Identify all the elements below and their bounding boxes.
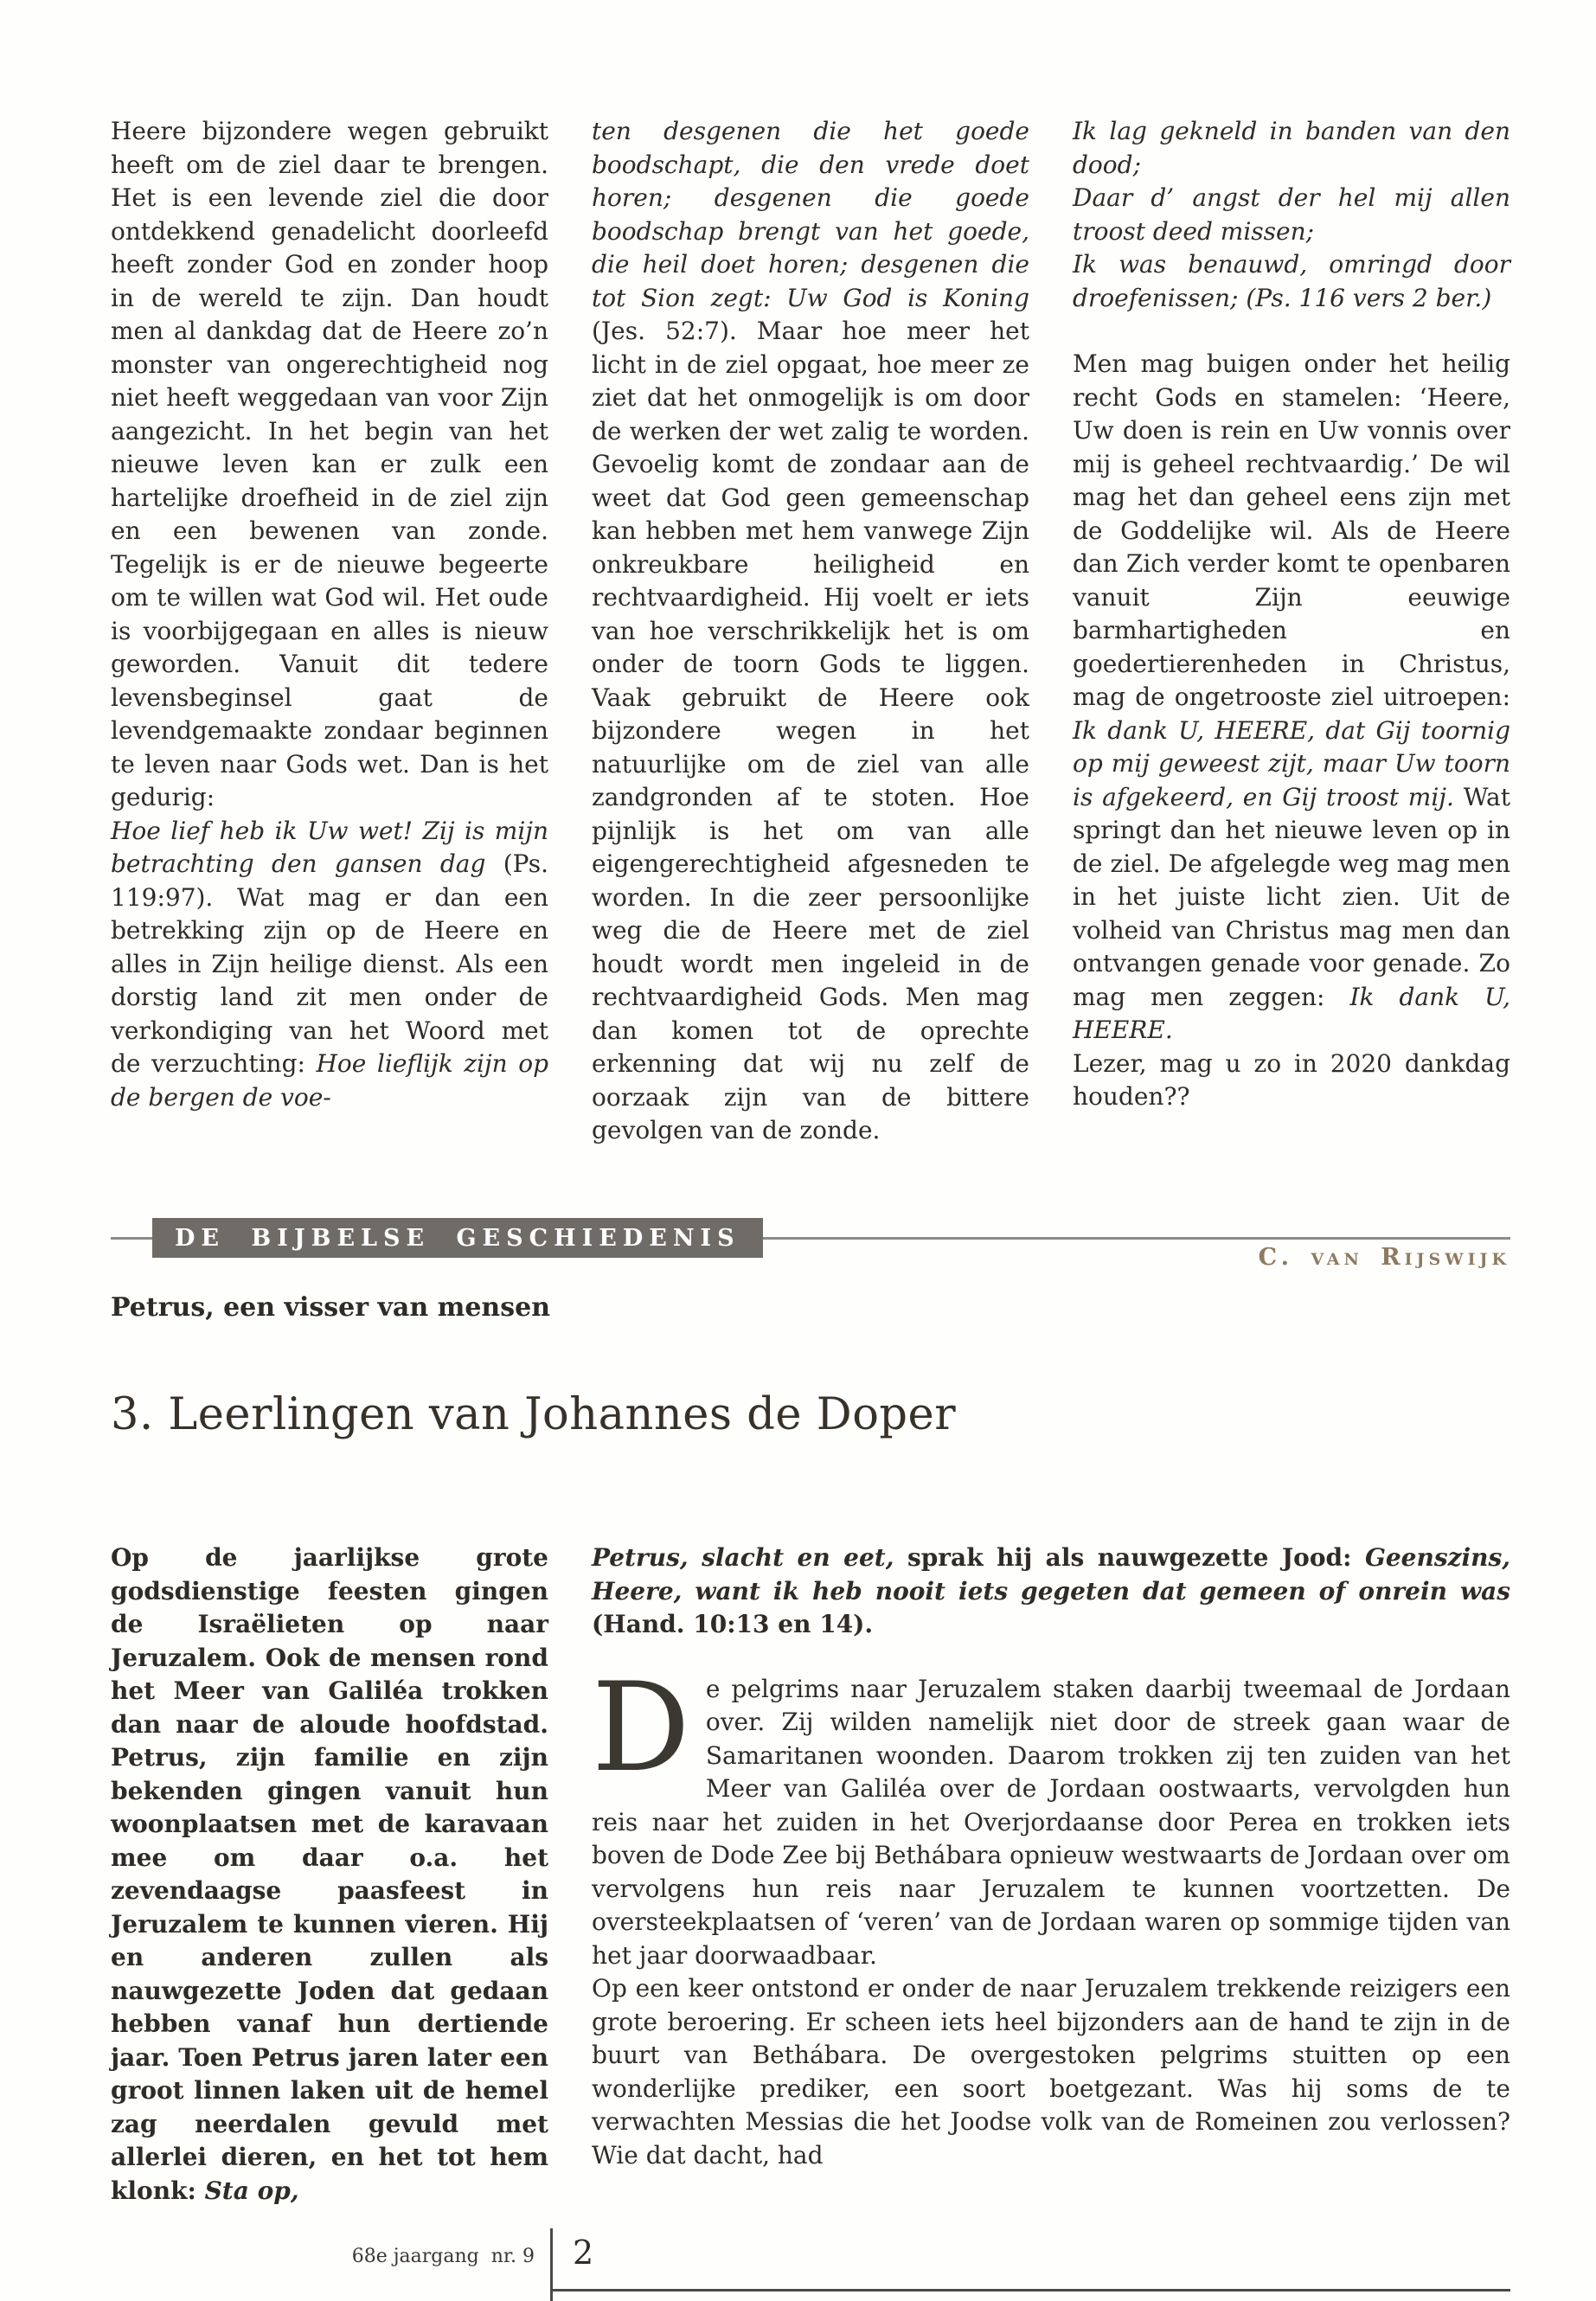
banner-rule-left: [111, 1237, 152, 1240]
article-column-2: [592, 115, 1029, 1148]
bottom-left-column: [111, 1541, 548, 2208]
bottom-right-column: [592, 1541, 1510, 2208]
footer-horizontal-rule: [550, 2289, 1510, 2291]
section-title-banner: DE BIJBELSE GESCHIEDENIS: [152, 1218, 763, 1258]
drop-cap: D: [592, 1656, 690, 1799]
series-title: Petrus, een visser van mensen: [111, 1292, 551, 1323]
article-column-1: [111, 115, 548, 1148]
column-1-text: Heere bijzondere wegen gebruikt heeft om de ziel daar te brengen. Het is een levende ziel die door ontdekkend genadelicht doorleefd heeft zonder God en zonder hoop in de wereld te zijn. Dan houdt men al dankdag dat de Heere zo’n monster van ongerechtigheid nog niet heeft weggedaan van voor Zijn aangezicht. In het begin van het nieuwe leven kan er zulk een hartelijke droefheid in de ziel zijn en een bewenen van zonde. Tegelijk is er de nieuwe begeerte om te willen wat God wil. Het oude is voorbijgegaan en alles is nieuw geworden. Vanuit dit tedere levensbeginsel gaat de levendgemaakte zondaar beginnen te leven naar Gods wet. Dan is het gedurig: Hoe lief heb ik Uw wet! Zij is mijn betrachting den gansen dag (Ps. 119:97). Wat mag er dan een betrekking zijn op de Heere en alles in Zijn heilige dienst. Als een dorstig land zit men onder de verkondiging van het Woord met de verzuchting: Hoe lieflijk zijn op de bergen de voe-: [111, 117, 548, 1112]
top-article: [111, 115, 1510, 1148]
banner-rule-right: [763, 1237, 1510, 1240]
column-2-text: ten desgenen die het goede boodschapt, die den vrede doet horen; desgenen die goede boodschap brengt van het goede, die heil doet horen; desgenen die tot Sion zegt: Uw God is Koning (Jes. 52:7). Maar hoe meer het licht in de ziel opgaat, hoe meer ze ziet dat het onmogelijk is om door de werken der wet zalig te worden. Gevoelig komt de zondaar aan de weet dat God geen gemeenschap kan hebben met hem vanwege Zijn onkreukbare heiligheid en rechtvaardigheid. Hij voelt er iets van hoe verschrikkelijk het is om onder de toorn Gods te liggen. Vaak gebruikt de Heere ook bijzondere wegen in het natuurlijke om de ziel van alle zandgronden af te stoten. Hoe pijnlijk is het om van alle eigengerechtigheid afgesneden te worden. In die zeer persoonlijke weg die de Heere met de ziel houdt wordt men ingeleid in de rechtvaardigheid Gods. Men mag dan komen tot de oprechte erkenning dat wij nu zelf de oorzaak zijn van de bittere gevolgen van de zonde.: [592, 117, 1029, 1144]
intro-paragraph: Petrus, slacht en eet, sprak hij als nauwgezette Jood: Geenszins, Heere, want ik heb nooit iets gegeten dat gemeen of onrein was (Hand. 10:13 en 14).: [592, 1543, 1511, 1638]
column-3-text: Men mag buigen onder het heilig recht Gods en stamelen: ‘Heere, Uw doen is rein en Uw vonnis over mij is geheel rechtvaardig.’ De wil mag het dan geheel eens zijn met de Goddelijke wil. Als de Heere dan Zich verder komt te openbaren vanuit Zijn eeuwige barmhartigheden en goedertierenheden in Christus, mag de ongetrooste ziel uitroepen: Ik dank U, HEERE, dat Gij toornig op mij geweest zijt, maar Uw toorn is afgekeerd, en Gij troost mij. Wat springt dan het nieuwe leven op in de ziel. De afgelegde weg mag men in het juiste licht zien. Uit de volheid van Christus mag men dan ontvangen genade voor genade. Zo mag men zeggen: Ik dank U, HEERE. Lezer, mag u zo in 2020 dankdag houden??: [1073, 349, 1510, 1111]
article-column-3: [1073, 115, 1510, 1148]
psalm-quote: Ik lag gekneld in banden van den dood; Daar d’ angst der hel mij allen troost deed missen; Ik was benauwd, omringd door droefenissen; (Ps. 116 vers 2 ber.): [1073, 117, 1510, 312]
footer-issue: nr. 9: [490, 2246, 535, 2267]
bottom-left-text: Op de jaarlijkse grote godsdienstige feesten gingen de Israëlieten op naar Jeruzalem. Ook de mensen rond het Meer van Galiléa trokken dan naar de aloude hoofdstad. Petrus, zijn familie en zijn bekenden gingen vanuit hun woonplaatsen met de karavaan mee om daar o.a. het zevendaagse paasfeest in Jeruzalem te kunnen vieren. Hij en anderen zullen als nauwgezette Joden dat gedaan hebben vanaf hun dertiende jaar. Toen Petrus jaren later een groot linnen laken uit de hemel zag neerdalen gevuld met allerlei dieren, en het tot hem klonk: Sta op,: [111, 1543, 548, 2205]
bottom-article: [111, 1541, 1510, 2208]
footer-volume: 68e jaargang: [351, 2246, 479, 2267]
body-paragraph: De pelgrims naar Jeruzalem staken daarbij tweemaal de Jordaan over. Zij wilden namelijk niet door de streek gaan waar de Samaritanen woonden. Daarom trokken zij ten zuiden van het Meer van Galiléa over de Jordaan oostwaarts, vervolgden hun reis naar het zuiden in het Overjordaanse door Perea en trokken iets boven de Dode Zee bij Bethábara opnieuw westwaarts de Jordaan over om vervolgens hun reis naar Jeruzalem te kunnen voortzetten. De oversteekplaatsen of ‘veren’ van de Jordaan waren op sommige tijden van het jaar doorwaadbaar. Op een keer ontstond er onder de naar Jeruzalem trekkende reizigers een grote beroering. Er scheen iets heel bijzonders aan de hand te zijn in de buurt van Bethábara. De overgestoken pelgrims stuitten op een wonderlijke prediker, een soort boetgezant. Was hij soms de te verwachten Messias die het Joodse volk van de Romeinen zou verlossen? Wie dat dacht, had: [592, 1656, 1510, 2170]
footer-issue-info: [0, 2246, 535, 2267]
author-byline: C. van Rijswijk: [1258, 1244, 1510, 1271]
footer-page-number: 2: [573, 2234, 594, 2272]
chapter-title: 3. Leerlingen van Johannes de Doper: [111, 1389, 957, 1440]
